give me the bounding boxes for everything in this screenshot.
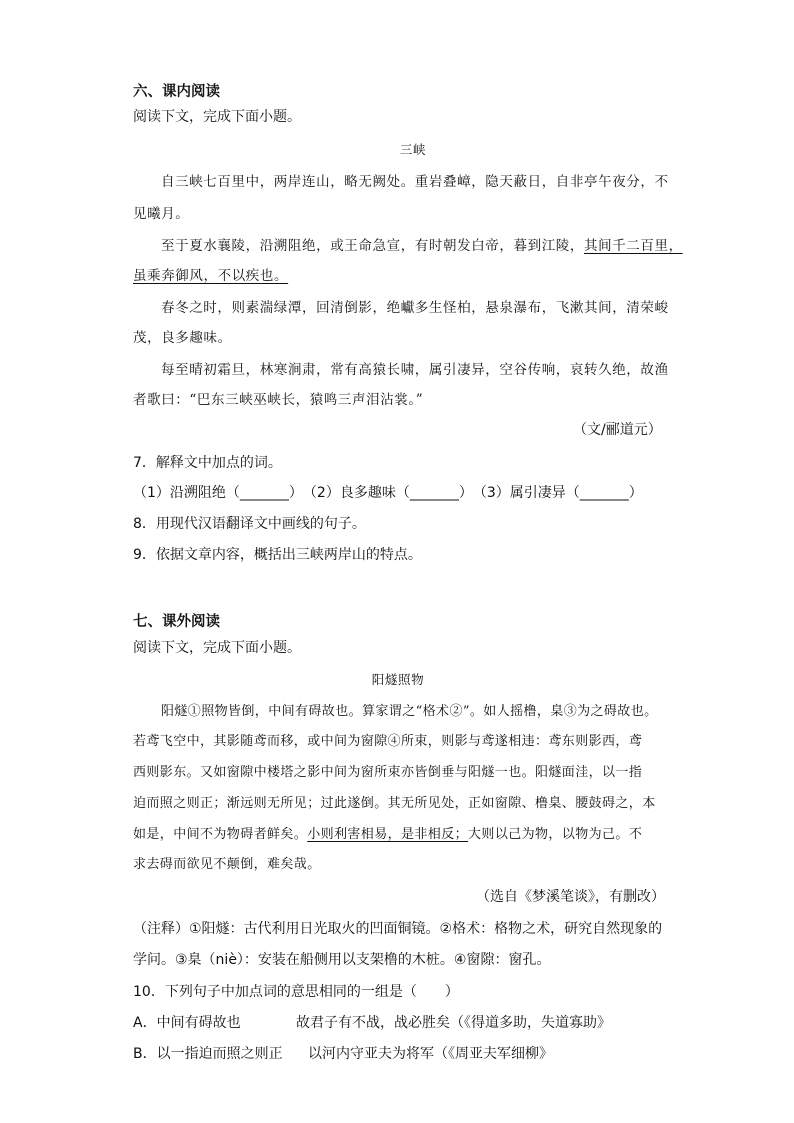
sanxia-p3-line2: 茂，良多趣味。 — [133, 330, 232, 346]
question-8: 8．用现代汉语翻译文中画线的句子。 — [133, 516, 366, 532]
yangsui-line1: 阳燧①照物皆倒，中间有碍故也。算家谓之“格术②”。如人摇橹，臬③为之碍故也。 — [161, 704, 658, 719]
option-b-left: B．以一指迫而照之则正 — [133, 1046, 283, 1062]
section7-instruction: 阅读下文，完成下面小题。 — [133, 640, 301, 656]
yangsui-underlined-sentence: 小则利害相易，是非相反； — [307, 827, 469, 842]
yangsui-line6: 求去碍而欲见不颠倒，难矣哉。 — [133, 857, 321, 872]
question-7-options: （1）沿溯阻绝（_______） （2）良多趣味（_______） （3）属引凄异（_______） — [133, 485, 643, 501]
yangsui-line3: 西则影东。又如窗隙中楼塔之影中间为窗所束亦皆倒垂与阳燧一也。阳燧面洼，以一指 — [133, 765, 643, 780]
yangsui-line5-text: 如是，中间不为物碍者鲜矣。 — [133, 827, 308, 842]
section6-heading: 六、课内阅读 — [133, 84, 220, 100]
yangsui-line5 — [133, 825, 642, 845]
sanxia-source: （文/郦道元） — [573, 422, 662, 438]
yangsui-line2: 若鸢飞空中，其影随鸢而移，或中间为窗隙④所束，则影与鸢遂相违：鸢东则影西，鸢 — [133, 734, 643, 749]
yangsui-line4: 迫而照之则正；渐远则无所见；过此遂倒。其无所见处，正如窗隙、橹臬、腰鼓碍之，本 — [133, 796, 656, 811]
underlined-sentence-part1: 其间千二百里， — [584, 238, 683, 254]
yangsui-source: （选自《梦溪笔谈》，有删改） — [476, 889, 665, 905]
sanxia-p4-line1: 每至晴初霜旦，林寒涧肃，常有高猿长啸，属引凄异，空谷传响，哀转久绝，故渔 — [161, 362, 669, 378]
underlined-sentence-part2: 虽乘奔御风，不以疾也。 — [133, 268, 289, 284]
sanxia-p1-line1: 自三峡七百里中，两岸连山，略无阙处。重岩叠嶂，隐天蔽日，自非亭午夜分，不 — [161, 174, 669, 190]
option-a-left: A．中间有碍故也 — [133, 1015, 241, 1031]
section7-heading: 七、课外阅读 — [133, 614, 220, 630]
question-9: 9．依据文章内容，概括出三峡两岸山的特点。 — [133, 547, 422, 563]
yangsui-line5-tail: 大则以己为物，以物为己。不 — [468, 827, 643, 842]
option-b-right: 以河内守亚夫为将军（《周亚夫军细柳》 — [308, 1046, 553, 1062]
annotation-line1: （注释）①阳燧：古代利用日光取火的凹面铜镜。②格术：格物之术，研究自然现象的 — [133, 921, 663, 937]
option-a-right: 故君子有不战，战必胜矣（《得道多助，失道寡助》 — [296, 1015, 611, 1031]
sanxia-p3-line1: 春冬之时，则素湍绿潭，回清倒影，绝巘多生怪柏，悬泉瀑布，飞漱其间，清荣峻 — [161, 300, 669, 316]
sanxia-p2-text: 至于夏水襄陵，沿溯阻绝，或王命急宣，有时朝发白帝，暮到江陵， — [161, 238, 584, 254]
sanxia-p1-line2: 见曦月。 — [133, 206, 190, 222]
question-7: 7．解释文中加点的词。 — [133, 455, 282, 471]
question-10: 10．下列句子中加点词的意思相同的一组是（ ） — [133, 984, 459, 1000]
passage-title-sanxia: 三峡 — [399, 142, 427, 157]
sanxia-p2-line1 — [161, 236, 683, 256]
section6-instruction: 阅读下文，完成下面小题。 — [133, 109, 301, 125]
sanxia-p2-line2 — [133, 266, 288, 286]
passage-title-yangsui: 阳燧照物 — [371, 672, 425, 687]
annotation-line2: 学问。③臬（niè）：安装在船侧用以支架橹的木桩。④窗隙：窗孔。 — [133, 952, 551, 968]
sanxia-p4-line2: 者歌曰：“巴东三峡巫峡长，猿鸣三声泪沾裳。” — [133, 392, 424, 408]
